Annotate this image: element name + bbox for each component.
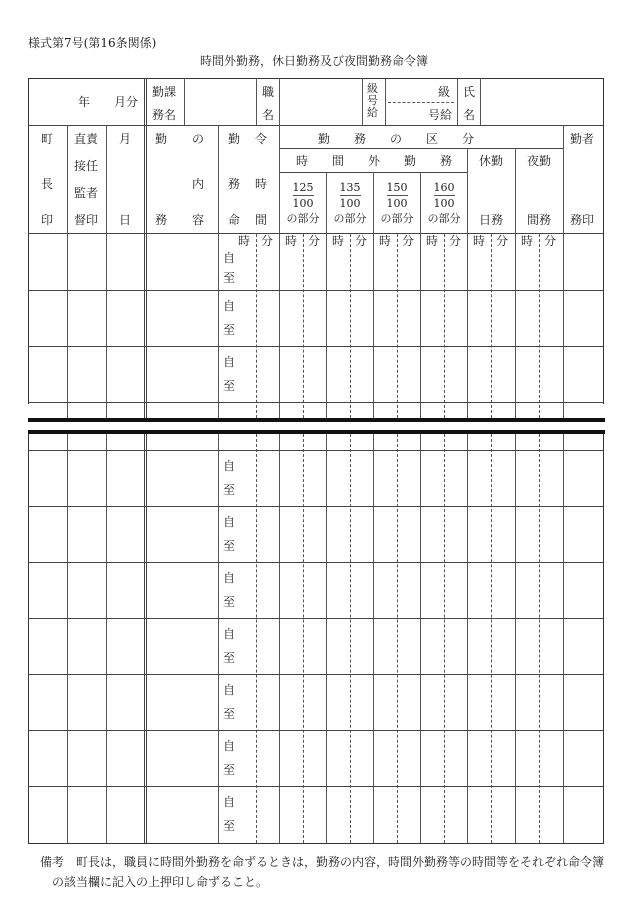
minute-divider (303, 434, 304, 843)
col-line (67, 434, 68, 843)
rate-num: 125 (292, 181, 314, 194)
rate-135 (327, 180, 373, 226)
order-h3: 務 (228, 177, 241, 191)
from-label: 自 (223, 627, 236, 641)
minute-divider (397, 234, 398, 418)
row-line (28, 346, 603, 347)
hour-unit: 時 (426, 234, 439, 248)
mayor-seal-h1: 町 (41, 132, 54, 146)
worker-seal-h2: 務印 (570, 213, 595, 227)
col-line (326, 434, 327, 843)
col-line (563, 434, 564, 843)
hour-unit: 時 (521, 234, 534, 248)
minute-unit: 分 (355, 234, 368, 248)
minute-divider (303, 234, 304, 418)
content-h3: 内 (192, 177, 205, 191)
minute-divider (350, 234, 351, 418)
col-line (515, 434, 516, 843)
content-h4: 務 (155, 213, 168, 227)
divider (256, 78, 257, 125)
work-category-header: 勤 務 の 区 分 (318, 132, 475, 146)
order-h2: 令 (255, 132, 268, 146)
col-line (373, 434, 374, 843)
content-h5: 容 (192, 213, 205, 227)
mayor-seal-h3: 印 (41, 213, 54, 227)
break-line-top (28, 418, 605, 422)
position-label-1: 職 (262, 85, 275, 99)
minute-divider (539, 434, 540, 843)
note-label: 備考 (40, 855, 65, 869)
dept-label-1: 勤課 (152, 85, 177, 99)
rate-150 (374, 180, 420, 226)
to-label: 至 (223, 483, 236, 497)
dept-name-field[interactable] (185, 79, 255, 124)
grade-char: 級 (367, 82, 378, 95)
grade-char: 給 (367, 106, 378, 119)
rate-suffix: の部分 (380, 212, 414, 225)
to-label: 至 (223, 539, 236, 553)
row-line (28, 402, 603, 403)
order-h1: 勤 (228, 132, 241, 146)
minute-divider (397, 434, 398, 843)
hour-unit: 時 (473, 234, 486, 248)
col-line (106, 125, 107, 418)
double-divider-bottom (144, 434, 147, 843)
to-label: 至 (223, 763, 236, 777)
col-line (515, 148, 516, 418)
rate-160 (421, 180, 467, 226)
from-label: 自 (223, 515, 236, 529)
to-label: 至 (223, 819, 236, 833)
minute-divider (491, 234, 492, 418)
content-h2: の (192, 132, 205, 146)
rate-suffix: の部分 (333, 212, 367, 225)
position-label-2: 名 (262, 108, 275, 122)
holiday-h2: 日務 (479, 213, 504, 227)
col-line (467, 434, 468, 843)
minute-divider (256, 234, 257, 418)
rate-den: 100 (433, 197, 455, 210)
minute-divider (444, 434, 445, 843)
to-label: 至 (223, 595, 236, 609)
col-line (279, 125, 280, 418)
rate-den: 100 (386, 197, 408, 210)
row-line (28, 618, 603, 619)
name-label-1: 氏 (463, 85, 476, 99)
minute-unit: 分 (402, 234, 415, 248)
order-h4: 時 (255, 177, 268, 191)
from-label: 自 (223, 459, 236, 473)
minute-divider (350, 434, 351, 843)
from-label: 自 (223, 299, 236, 313)
minute-unit: 分 (449, 234, 462, 248)
worker-seal-h1: 勤者 (570, 132, 595, 146)
rate-125 (280, 180, 326, 226)
rate-num: 160 (433, 181, 455, 194)
to-label: 至 (223, 707, 236, 721)
note-line-1: 町長は，職員に時間外勤務を命ずるときは，勤務の内容，時間外勤務等の時間等をそれぞれ命令簿 (76, 855, 605, 869)
holiday-h1: 休勤 (479, 154, 504, 168)
grade-value-label: 級 (438, 85, 451, 99)
row-line (28, 730, 603, 731)
night-h2: 間務 (527, 213, 552, 227)
double-divider-top (144, 78, 147, 418)
divider (362, 78, 363, 125)
row-line (28, 290, 603, 291)
from-label: 自 (223, 251, 236, 265)
mayor-seal-h2: 長 (41, 177, 54, 191)
day-header: 日 (119, 213, 132, 227)
minute-unit: 分 (544, 234, 557, 248)
name-field[interactable] (481, 79, 601, 124)
content-h1: 勤 (155, 132, 168, 146)
step-value-label: 号給 (428, 108, 453, 122)
supervisor-seal-h4: 督印 (74, 213, 99, 227)
col-line (467, 148, 468, 418)
overtime-header: 時 間 外 勤 務 (296, 154, 453, 168)
break-line-bottom (28, 430, 605, 434)
from-label: 自 (223, 739, 236, 753)
position-field[interactable] (280, 79, 362, 124)
col-line (563, 125, 564, 418)
col-line (218, 125, 219, 418)
divider (457, 78, 458, 125)
minute-divider (256, 434, 257, 843)
rate-suffix: の部分 (427, 212, 461, 225)
form-number: 様式第7号(第16条関係) (28, 36, 157, 50)
dept-label-2: 務名 (152, 108, 177, 122)
rate-suffix: の部分 (286, 212, 320, 225)
form-title: 時間外勤務，休日勤務及び夜間勤務命令簿 (200, 54, 429, 68)
minute-divider (444, 234, 445, 418)
to-label: 至 (223, 271, 236, 285)
from-label: 自 (223, 355, 236, 369)
col-line (420, 434, 421, 843)
category-divider (279, 148, 563, 149)
supervisor-seal-h1: 直責 (74, 132, 99, 146)
rate-num: 135 (339, 181, 361, 194)
night-h1: 夜勤 (527, 154, 552, 168)
year-label: 年 (78, 95, 91, 109)
grade-divider (388, 102, 454, 103)
col-line (67, 125, 68, 418)
table-bottom-frame (28, 433, 604, 844)
to-label: 至 (223, 379, 236, 393)
row-line (28, 450, 603, 451)
note-line-2: の該当欄に記入の上押印し命ずること。 (52, 875, 269, 889)
minute-unit: 分 (261, 234, 274, 248)
to-label: 至 (223, 323, 236, 337)
rate-den: 100 (292, 197, 314, 210)
from-label: 自 (223, 795, 236, 809)
col-line (218, 434, 219, 843)
hour-unit: 時 (332, 234, 345, 248)
month-header: 月 (119, 132, 132, 146)
supervisor-seal-h3: 監者 (74, 186, 99, 200)
to-label: 至 (223, 651, 236, 665)
order-h6: 間 (255, 213, 268, 227)
hour-unit: 時 (285, 234, 298, 248)
col-line (106, 434, 107, 843)
minute-divider (491, 434, 492, 843)
minute-unit: 分 (308, 234, 321, 248)
month-label: 月分 (114, 95, 139, 109)
grade-label (367, 83, 379, 119)
rate-num: 150 (386, 181, 408, 194)
col-line (279, 434, 280, 843)
from-label: 自 (223, 683, 236, 697)
hour-unit: 時 (238, 234, 251, 248)
header-row-divider (28, 125, 603, 126)
rate-den: 100 (339, 197, 361, 210)
divider (385, 78, 386, 125)
grade-char: 号 (367, 94, 378, 107)
row-line (28, 506, 603, 507)
row-line (28, 786, 603, 787)
from-label: 自 (223, 571, 236, 585)
minute-divider (539, 234, 540, 418)
row-line (28, 562, 603, 563)
hour-unit: 時 (379, 234, 392, 248)
name-label-2: 名 (463, 108, 476, 122)
supervisor-seal-h2: 接任 (74, 159, 99, 173)
minute-unit: 分 (496, 234, 509, 248)
row-line (28, 674, 603, 675)
order-h5: 命 (228, 213, 241, 227)
